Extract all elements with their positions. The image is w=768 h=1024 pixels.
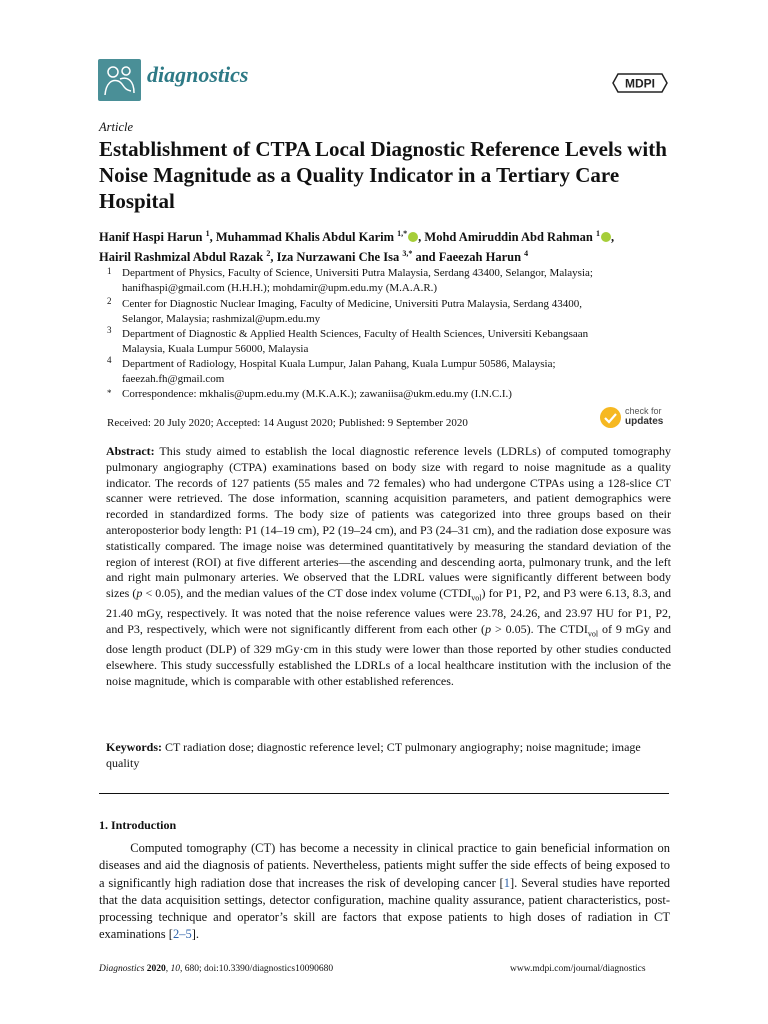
author-separator: , — [611, 230, 615, 244]
keywords-label: Keywords: — [106, 740, 162, 754]
author-affiliation-mark: 2 — [266, 248, 271, 258]
body-text: ]. Several studies have reported that the data acquisition settings, detector configuration, machine quality assurance, patient characteristics, post-processing technique and operator’s skill are factors that expose patients to high doses of radiation in CT examinations [ — [99, 875, 670, 942]
author-separator: and — [412, 250, 439, 264]
section-heading: 1. Introduction — [99, 818, 177, 832]
body-text: Computed tomography (CT) has become a necessity in clinical practice to gain beneficial information on diseases and aid the diagnosis of patients. Nevertheless, patients might suffer the side effects of being exposed to a significantly high radiation dose that increases the risk of developing cancer [ — [99, 841, 670, 890]
divider — [99, 793, 669, 794]
affiliation-line: Selangor, Malaysia; rashmizal@upm.edu.my — [122, 313, 321, 325]
abstract-label: Abstract: — [106, 444, 155, 458]
mdpi-logo-text: MDPI — [625, 76, 655, 91]
author-name: Faeezah Harun — [438, 250, 522, 264]
author-name: Iza Nurzawani Che Isa — [276, 250, 400, 264]
footer-year: 2020 — [146, 964, 166, 974]
affiliation-item — [122, 297, 677, 327]
author-separator: , — [270, 250, 277, 264]
author-affiliation-mark: 4 — [524, 248, 529, 258]
author-affiliation-mark: 3,* — [402, 248, 413, 258]
check-for-updates-icon — [600, 407, 621, 428]
author-list — [99, 227, 679, 267]
article-type: Article — [99, 120, 134, 134]
author-name: Hanif Haspi Harun — [99, 230, 203, 244]
author-separator: , — [418, 230, 425, 244]
footer-journal: Diagnostics — [99, 964, 145, 974]
author-separator: , — [209, 230, 216, 244]
affiliation-line: hanifhaspi@gmail.com (H.H.H.); mohdamir@upm.edu.my (M.A.A.R.) — [122, 282, 438, 294]
affiliation-line: Department of Physics, Faculty of Science, Universiti Putra Malaysia, Serdang 43400, Selangor, Malaysia; — [122, 267, 593, 279]
author-name: Mohd Amiruddin Abd Rahman — [424, 230, 593, 244]
p-symbol: p — [485, 622, 492, 637]
affiliation-line: Department of Radiology, Hospital Kuala Lumpur, Jalan Pahang, Kuala Lumpur 50586, Malaysia; — [122, 358, 556, 370]
abstract-text: of 9 mGy and dose length product (DLP) of 329 mGy·cm in this study were lower than those reported by other studies conducted elsewhere. This study successfully established the LDRLs of a local healthcare institution with the inclusion of the noise magnitude, which is comparable with other established references. — [106, 622, 671, 688]
footer-volume: 10 — [170, 964, 181, 974]
intro-paragraph — [99, 840, 670, 944]
abstract-text: > 0.05). The CTDI — [491, 622, 588, 637]
check-for-updates-button[interactable] — [600, 406, 670, 430]
body-text: ]. — [191, 927, 199, 942]
affiliation-line: Malaysia, Kuala Lumpur 56000, Malaysia — [122, 343, 309, 355]
citation-link[interactable]: 2–5 — [172, 927, 192, 942]
publication-dates: Received: 20 July 2020; Accepted: 14 August 2020; Published: 9 September 2020 — [107, 417, 468, 429]
orcid-icon[interactable] — [601, 232, 611, 242]
author-affiliation-mark: 1 — [596, 228, 601, 238]
citation-link[interactable]: 1 — [503, 875, 510, 890]
affiliation-line: Center for Diagnostic Nuclear Imaging, Faculty of Medicine, Universiti Putra Malaysia, Serdang 43400, — [122, 298, 583, 310]
abstract-text: This study aimed to establish the local diagnostic reference levels (LDRLs) of computed tomography pulmonary angiography (CTPA) examinations based on body size with regard to noise magnitude as a quality indicator. The records of 127 patients (55 males and 72 females) who had undergone CTPAs using a 128-slice CT scanner were retrieved. The dose information, scanning acquisition parameters, and patient demographics were recorded in standardized forms. The body size of patients was categorized into three groups based on their anteroposterior body length: P1 (14–19 cm), P2 (19–24 cm), and P3 (24–31 cm), and the radiation dose exposure was statistically compared. The image noise was determined quantitatively by measuring the standard deviation of the region of interest (ROI) at five different arteries—the ascending and descending aorta, pulmonary trunk, and the left and right main pulmonary arteries. We observed that the LDRL values were significantly different between body sizes ( — [106, 444, 671, 601]
footer-citation: Diagnostics 2020, 10, 680; doi:10.3390/diagnostics10090680 — [99, 964, 334, 974]
journal-name[interactable]: diagnostics — [147, 62, 249, 87]
affiliation-number: 4 — [107, 355, 112, 365]
paper-title: Establishment of CTPA Local Diagnostic Reference Levels with Noise Magnitude as a Quality Indicator in a Tertiary Care Hospital — [99, 137, 667, 213]
check-for-updates-label: check for — [625, 406, 662, 416]
affiliation-number: 3 — [107, 325, 112, 335]
subscript: vol — [587, 629, 599, 639]
author-name: Muhammad Khalis Abdul Karim — [215, 230, 395, 244]
check-for-updates-label: updates — [625, 416, 664, 427]
keywords — [106, 740, 671, 772]
author-name: Hairil Rashmizal Abdul Razak — [99, 250, 264, 264]
correspondence — [122, 387, 677, 402]
affiliation-item — [122, 357, 677, 387]
p-symbol: p — [136, 586, 143, 601]
author-affiliation-mark: 1,* — [397, 228, 408, 238]
abstract — [106, 444, 671, 690]
subscript: vol — [471, 593, 482, 603]
affiliation-line: Correspondence: mkhalis@upm.edu.my (M.K.A.K.); zawaniisa@ukm.edu.my (I.N.C.I.) — [122, 388, 512, 400]
journal-logo-icon — [98, 59, 141, 101]
abstract-text: ) for P1, P2, and P3 were 6.13, 8.3, and 21.40 mGy, respectively. It was noted that the noise reference values were 23.78, 24.26, and 23.97 HU for P1, P2, and P3, respectively, which were not significantly different from each other ( — [106, 586, 671, 637]
affiliation-line: Department of Diagnostic & Applied Health Sciences, Faculty of Health Sciences, Universiti Kebangsaan — [122, 328, 589, 340]
affiliation-item — [122, 327, 677, 357]
mdpi-logo[interactable] — [612, 72, 668, 94]
affiliation-number: 2 — [107, 296, 112, 306]
keywords-text: CT radiation dose; diagnostic reference level; CT pulmonary angiography; noise magnitude; image quality — [106, 740, 641, 770]
affiliation-number: * — [107, 388, 112, 398]
orcid-icon[interactable] — [408, 232, 418, 242]
affiliation-line: faeezah.fh@gmail.com — [122, 373, 225, 385]
footer-doi: , 680; doi:10.3390/diagnostics10090680 — [180, 964, 334, 974]
affiliation-item — [122, 266, 677, 296]
affiliation-number: 1 — [107, 266, 112, 276]
author-affiliation-mark: 1 — [205, 228, 210, 238]
abstract-text: < 0.05), and the median values of the CT dose index volume (CTDI — [142, 586, 472, 601]
footer-url[interactable]: www.mdpi.com/journal/diagnostics — [510, 964, 646, 974]
